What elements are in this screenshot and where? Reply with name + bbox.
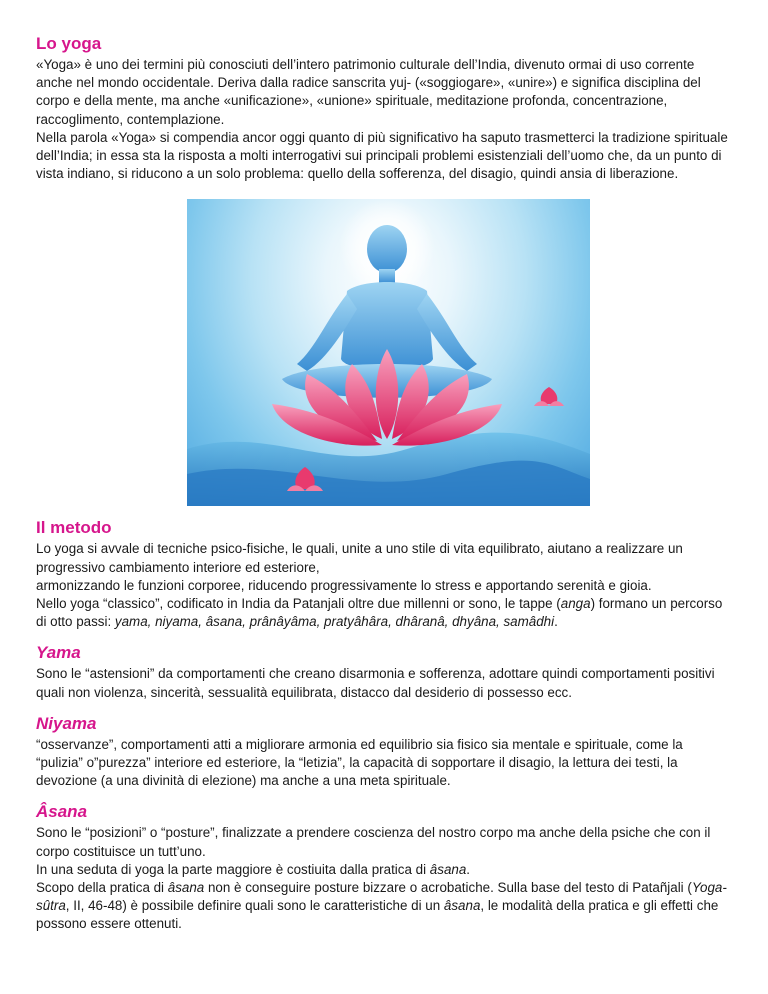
- metodo-paragraph-1: Lo yoga si avvale di tecniche psico-fisiche, le quali, unite a uno stile di vita equilibrato, aiutano a realizzare un progressivo cambiamento interiore ed esteriore,: [36, 541, 683, 575]
- lo-yoga-paragraph-2: Nella parola «Yoga» si compendia ancor oggi quanto di più significativo ha saputo trasmetterci la tradizione spirituale dell’India; in essa sta la risposta a molti interrogativi sui principali problemi esistenziali dell’uomo che, da un punto di vista indiano, si riducono a un solo problema: quello della sofferenza, del disagio, quindi ansia di liberazione.: [36, 129, 728, 182]
- meditation-lotus-image: [187, 199, 590, 506]
- metodo-paragraph-3: Nello yoga “classico”, codificato in India da Patanjali oltre due millenni or sono, le tappe (anga) formano un percorso di otto passi: yama, niyama, âsana, prânâyâma, pratyâhâra, dhâranâ, dhyâna, samâdhi.: [36, 596, 723, 630]
- section-title-niyama: Niyama: [36, 713, 97, 733]
- metodo-paragraph-2: armonizzando le funzioni corporee, riducendo progressivamente lo stress e apportando serenità e gioia.: [36, 577, 652, 593]
- section-title-yama: Yama: [36, 643, 81, 663]
- section-title-il-metodo: Il metodo: [36, 518, 112, 538]
- document-page: [36, 34, 731, 934]
- yama-paragraph: Sono le “astensioni” da comportamenti che creano disarmonia e sofferenza, adottare quindi comportamenti positivi quali non violenza, sincerità, sessualità equilibrata, distacco dal desiderio di possesso ecc.: [36, 666, 715, 700]
- niyama-paragraph: “osservanze”, comportamenti atti a migliorare armonia ed equilibrio sia fisico sia mentale e spirituale, come la “pulizia” o”purezza” interiore ed esteriore, la “letizia”, la capacità di sopportare il disagio, la lettura dei testi, la devozione (a una divinità di elezione) ma anche a una meta spirituale.: [36, 736, 683, 789]
- asana-paragraph-2: In una seduta di yoga la parte maggiore è costiuita dalla pratica di âsana.: [36, 861, 471, 877]
- meditation-figure-illustration: [187, 199, 590, 506]
- asana-paragraph-1: Sono le “posizioni” o “posture”, finalizzate a prendere coscienza del nostro corpo ma anche della psiche che con il corpo costituisce un tutt’uno.: [36, 825, 711, 859]
- section-title-asana: Âsana: [36, 802, 88, 822]
- section-title-lo-yoga: Lo yoga: [36, 34, 102, 53]
- asana-paragraph-3: Scopo della pratica di âsana non è conseguire posture bizzare o acrobatiche. Sulla base del testo di Patañjali (Yoga-sûtra, II, 46-48) è possibile definire quali sono le caratteristiche di un âsana, le modalità della pratica e gli effetti che possono essere ottenuti.: [36, 880, 727, 932]
- lo-yoga-paragraph-1: «Yoga» è uno dei termini più conosciuti dell’intero patrimonio culturale dell’India, divenuto ormai di uso corrente anche nel mondo occidentale. Deriva dalla radice sanscrita yuj- («soggiogare», «unire») e significa disciplina del corpo e della mente, ma anche «unificazione», «unione» spirituale, meditazione profonda, concentrazione, raccoglimento, contemplazione.: [36, 57, 701, 127]
